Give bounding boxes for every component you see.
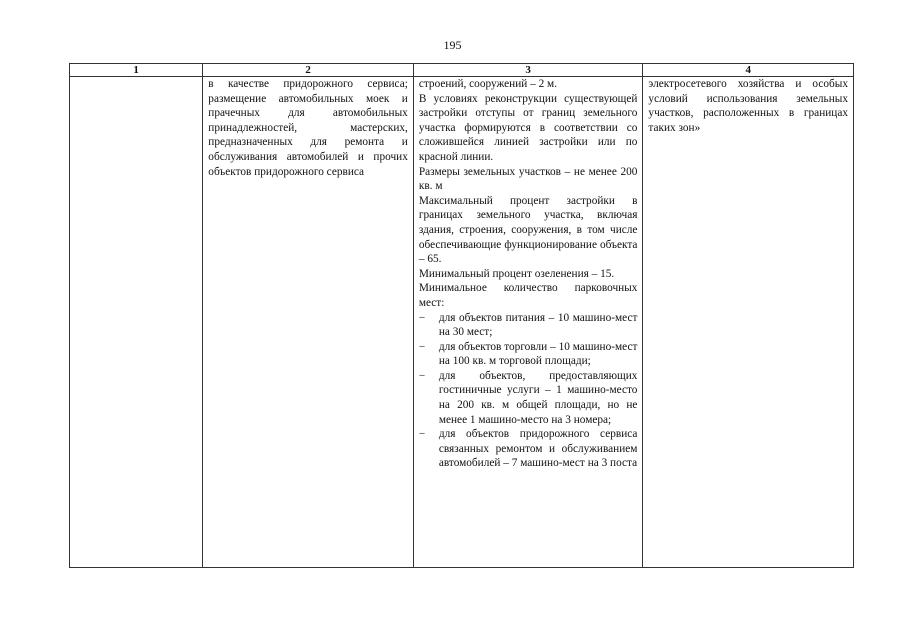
parking-list bbox=[419, 311, 638, 472]
page-number: 195 bbox=[443, 38, 462, 52]
cell-col1 bbox=[70, 77, 203, 568]
column-header-2: 2 bbox=[203, 64, 414, 77]
list-item: − для объектов торговли – 10 машино-мест на 100 кв. м торговой площади; bbox=[419, 340, 638, 369]
col3-paragraph: В условиях реконструкции существующей застройки отступы от границ земельного участка формируются в соответствии со сложившейся линией застройки или по красной линии. bbox=[418, 92, 638, 163]
column-header-4: 4 bbox=[643, 64, 854, 77]
column-header-1: 1 bbox=[70, 64, 203, 77]
list-item: − для объектов питания – 10 машино-мест на 30 мест; bbox=[419, 311, 638, 340]
list-item: − для объектов, предоставляющих гостиничные услуги – 1 машино-место на 200 кв. м общей площади, но не менее 1 машино-место на 3 номера; bbox=[419, 369, 638, 427]
col3-paragraph: Размеры земельных участков – не менее 200 кв. м bbox=[418, 165, 638, 193]
table-header-row bbox=[70, 64, 854, 77]
cell-col3 bbox=[413, 77, 643, 568]
column-header-3: 3 bbox=[413, 64, 643, 77]
document-table bbox=[69, 63, 854, 568]
list-item: − для объектов придорожного сервиса связанных ремонтом и обслуживанием автомобилей – 7 машино-мест на 3 поста bbox=[419, 427, 638, 471]
col3-paragraph: Минимальный процент озеленения – 15. bbox=[418, 267, 615, 280]
cell-col4-text: электросетевого хозяйства и особых условий использования земельных участков, расположенных в границах таких зон» bbox=[643, 77, 854, 568]
col3-paragraph: Максимальный процент застройки в границах земельного участка, включая здания, строения, сооружения, в том числе обеспечивающие функционирование объекта – 65. bbox=[418, 194, 638, 266]
cell-col2-text: в качестве придорожного сервиса; размещение автомобильных моек и прачечных для автомобильных принадлежностей, мастерских, предназначенных для ремонта и обслуживания автомобилей и прочих объектов придорожного сервиса bbox=[203, 77, 414, 568]
col3-paragraph: строений, сооружений – 2 м. bbox=[418, 78, 558, 90]
table-row bbox=[70, 77, 854, 568]
col3-paragraph: Минимальное количество парковочных мест: bbox=[418, 282, 638, 309]
